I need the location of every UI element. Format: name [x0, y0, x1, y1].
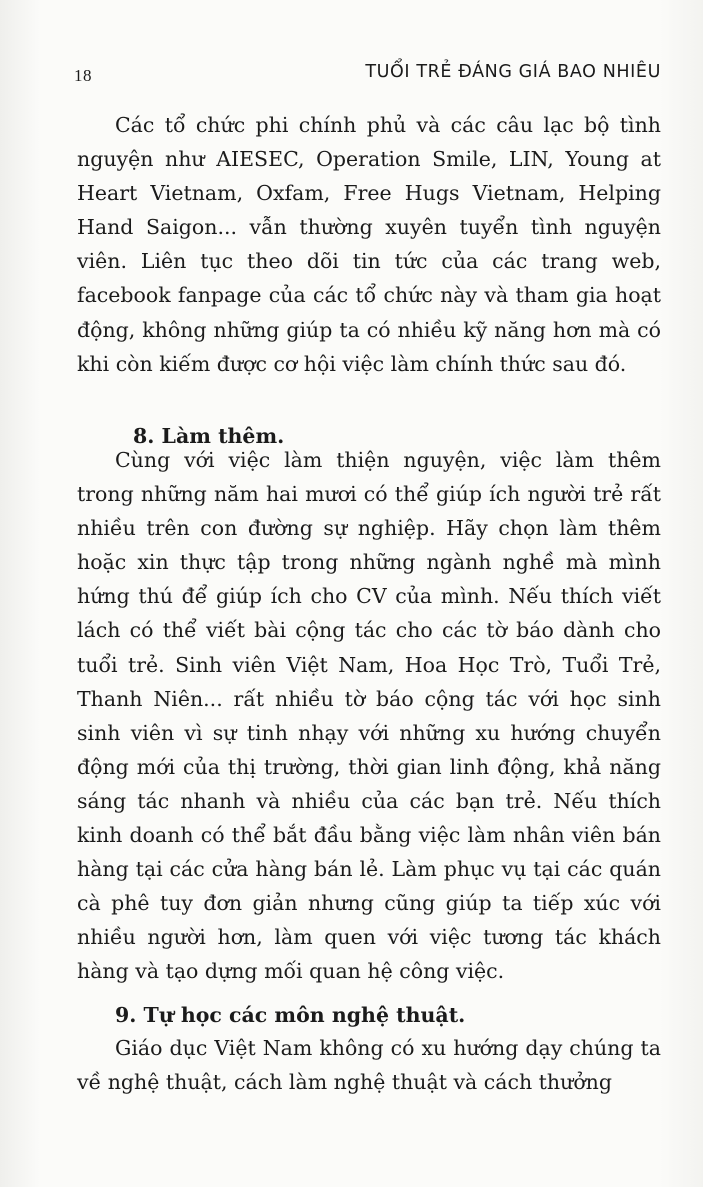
section-heading-self-study-arts: 9. Tự học các môn nghệ thuật. [115, 1003, 466, 1027]
paragraph-arts-education: Giáo dục Việt Nam không có xu hướng dạy chúng ta về nghệ thuật, cách làm nghệ thuật và cách thưởng [77, 1036, 661, 1095]
page-header [74, 62, 661, 92]
section-heading-part-time-work: 8. Làm thêm. [133, 424, 285, 448]
running-title: TUỔI TRẺ ĐÁNG GIÁ BAO NHIÊU [365, 62, 661, 82]
paragraph-volunteer-organizations: Các tổ chức phi chính phủ và các câu lạc bộ tình nguyện như AIESEC, Operation Smile, LIN, Young at Heart Vietnam, Oxfam, Free Hugs Vietnam, Helping Hand Saigon... vẫn thường xuyên tuyển tình nguyện viên. Liên tục theo dõi tin tức của các trang web, facebook fanpage của các tổ chức này và tham gia hoạt động, không những giúp ta có nhiều kỹ năng hơn mà có khi còn kiếm được cơ hội việc làm chính thức sau đó. [77, 113, 661, 376]
paragraph-part-time-work: Cùng với việc làm thiện nguyện, việc làm thêm trong những năm hai mươi có thể giúp ích người trẻ rất nhiều trên con đường sự nghiệp. Hãy chọn làm thêm hoặc xin thực tập trong những ngành nghề mà mình hứng thú để giúp ích cho CV của mình. Nếu thích viết lách có thể viết bài cộng tác cho các tờ báo dành cho tuổi trẻ. Sinh viên Việt Nam, Hoa Học Trò, Tuổi Trẻ, Thanh Niên... rất nhiều tờ báo cộng tác với học sinh sinh viên vì sự tinh nhạy với những xu hướng chuyển động mới của thị trường, thời gian linh động, khả năng sáng tác nhanh và nhiều của các bạn trẻ. Nếu thích kinh doanh có thể bắt đầu bằng việc làm nhân viên bán hàng tại các cửa hàng bán lẻ. Làm phục vụ tại các quán cà phê tuy đơn giản nhưng cũng giúp ta tiếp xúc với nhiều người hơn, làm quen với việc tương tác khách hàng và tạo dựng mối quan hệ công việc. [77, 448, 661, 984]
page-number: 18 [74, 66, 92, 85]
